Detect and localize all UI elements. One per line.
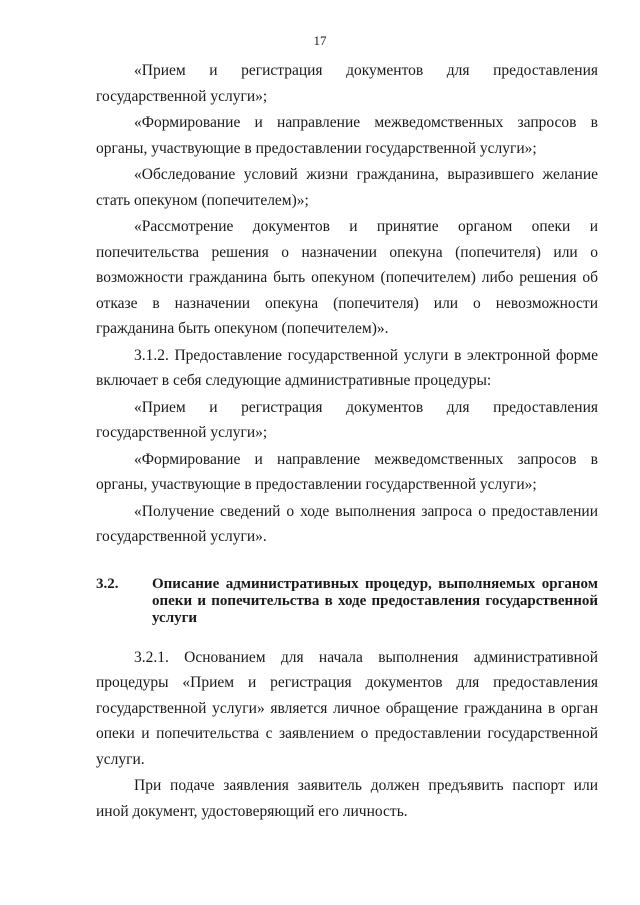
section-heading-text: Описание административных процедур, выполняемых органом опеки и попечительства в ходе предоставления государственной услуги	[152, 575, 598, 626]
section-heading-number: 3.2.	[96, 575, 119, 592]
paragraph: «Прием и регистрация документов для предоставления государственной услуги»;	[96, 398, 598, 441]
paragraph: «Обследование условий жизни гражданина, выразившего желание стать опекуном (попечителем)»;	[96, 166, 598, 209]
paragraph: При подаче заявления заявитель должен предъявить паспорт или иной документ, удостоверяющий его личность.	[96, 777, 598, 820]
paragraph: «Получение сведений о ходе выполнения запроса о предоставлении государственной услуги».	[96, 502, 598, 545]
paragraph: 3.1.2. Предоставление государственной услуги в электронной форме включает в себя следующие административные процедуры:	[96, 346, 598, 389]
paragraph: «Формирование и направление межведомственных запросов в органы, участвующие в предоставлении государственной услуги»;	[96, 114, 598, 157]
paragraph: 3.2.1. Основанием для начала выполнения административной процедуры «Прием и регистрация документов для предоставления государственной услуги» является личное обращение гражданина в орган опеки и попечительства с заявлением о предоставлении государственной услуги.	[96, 648, 598, 768]
document-body	[96, 58, 598, 824]
page-number: 17	[313, 33, 327, 48]
paragraph: «Рассмотрение документов и принятие органом опеки и попечительства решения о назначении опекуна (попечителя) или о возможности гражданина быть опекуном (попечителем) либо решения об отказе в назначении опекуна (попечителя) или о невозможности гражданина быть опекуном (попечителем)».	[96, 218, 598, 337]
section-heading	[58, 576, 598, 627]
paragraph: «Прием и регистрация документов для предоставления государственной услуги»;	[96, 62, 598, 105]
paragraph: «Формирование и направление межведомственных запросов в органы, участвующие в предоставлении государственной услуги»;	[96, 450, 598, 493]
section-heading-wrapper	[58, 576, 598, 627]
